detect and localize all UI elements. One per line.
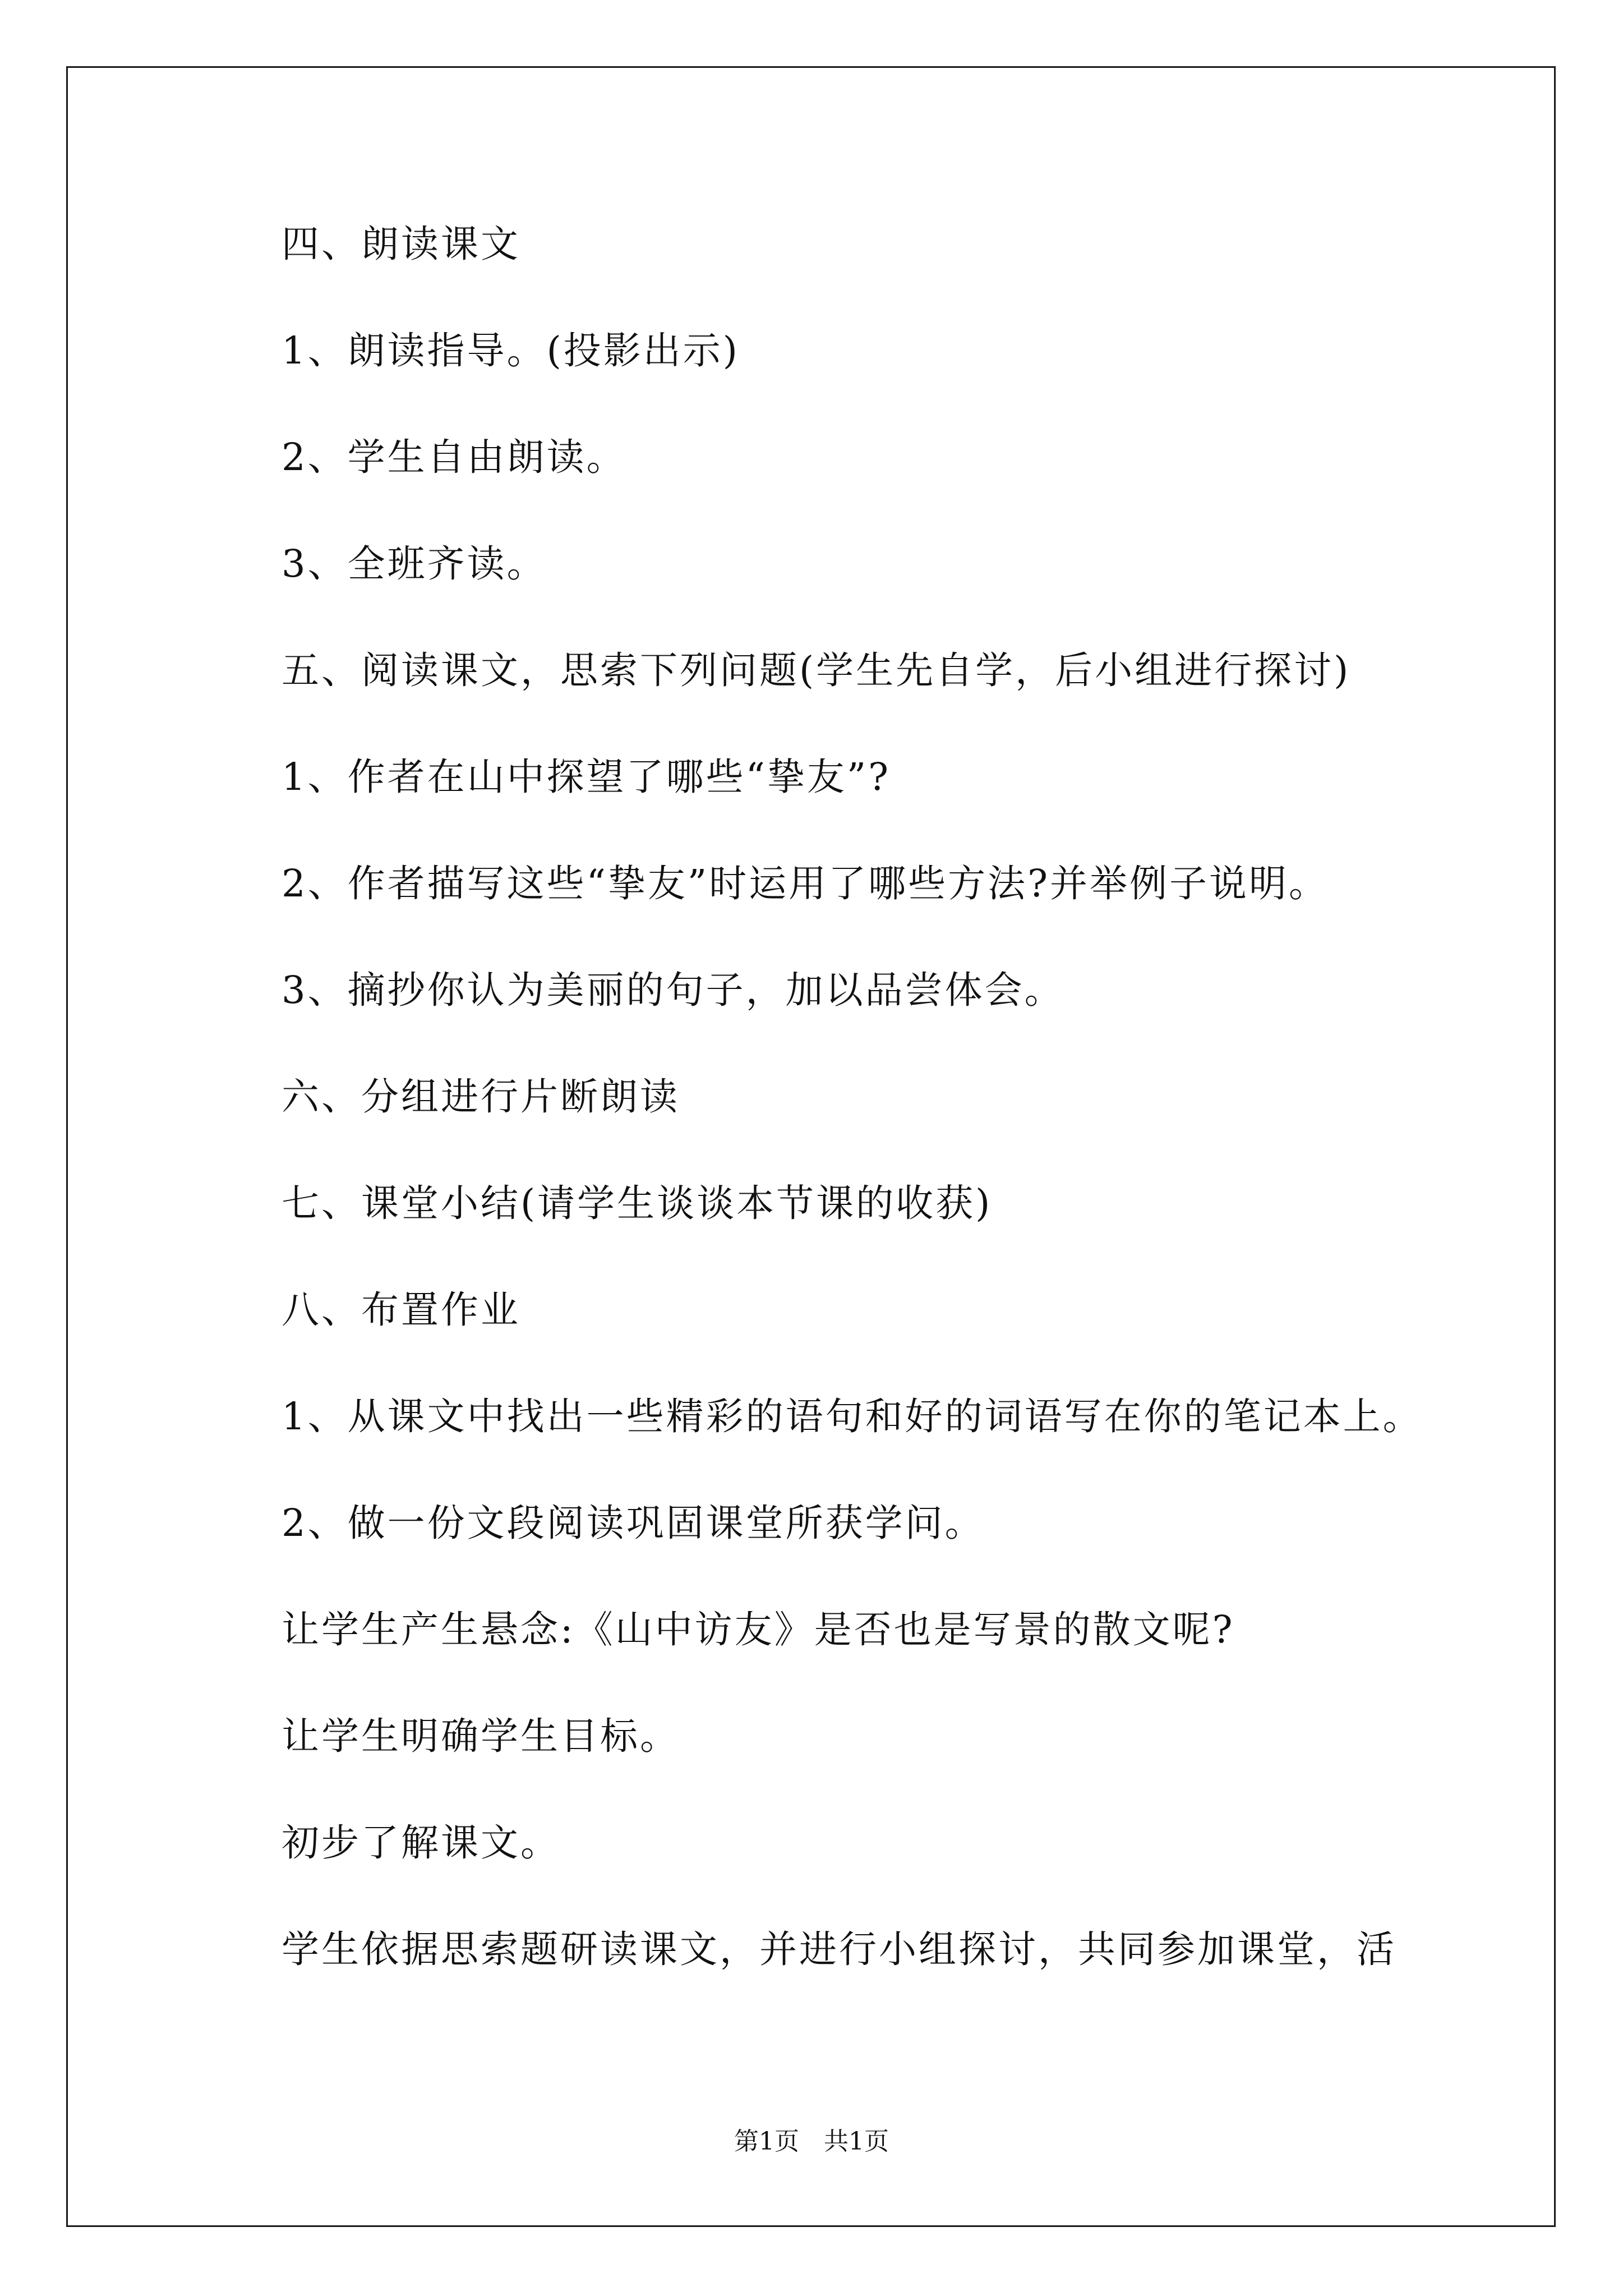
heading-section-8: 八、布置作业 <box>282 1288 520 1332</box>
text-line: 让学生产生悬念:《山中访友》是否也是写景的散文呢? <box>282 1608 1235 1651</box>
text-line: 1、朗读指导。(投影出示) <box>282 329 740 372</box>
heading-section-7: 七、课堂小结(请学生谈谈本节课的收获) <box>282 1181 993 1225</box>
text-line: 3、全班齐读。 <box>282 542 547 586</box>
text-line: 让学生明确学生目标。 <box>282 1714 680 1758</box>
page-border <box>66 66 1556 2227</box>
text-line: 2、作者描写这些“挚友”时运用了哪些方法?并举例子说明。 <box>282 862 1329 905</box>
page-number-footer: 第1页 共1页 <box>734 2127 889 2156</box>
text-line: 1、从课文中找出一些精彩的语句和好的词语写在你的笔记本上。 <box>282 1395 1423 1438</box>
heading-section-5: 五、阅读课文，思索下列问题(学生先自学，后小组进行探讨) <box>282 648 1351 692</box>
text-line: 初步了解课文。 <box>282 1821 560 1865</box>
text-line: 3、摘抄你认为美丽的句子，加以品尝体会。 <box>282 968 1064 1012</box>
text-line: 1、作者在山中探望了哪些“挚友”? <box>282 755 891 799</box>
heading-section-6: 六、分组进行片断朗读 <box>282 1075 680 1119</box>
text-line: 2、做一份文段阅读巩固课堂所获学问。 <box>282 1501 985 1545</box>
heading-section-4: 四、朗读课文 <box>282 222 520 266</box>
text-line: 学生依据思索题研读课文，并进行小组探讨，共同参加课堂，活 <box>282 1927 1396 1971</box>
text-line: 2、学生自由朗读。 <box>282 435 626 479</box>
